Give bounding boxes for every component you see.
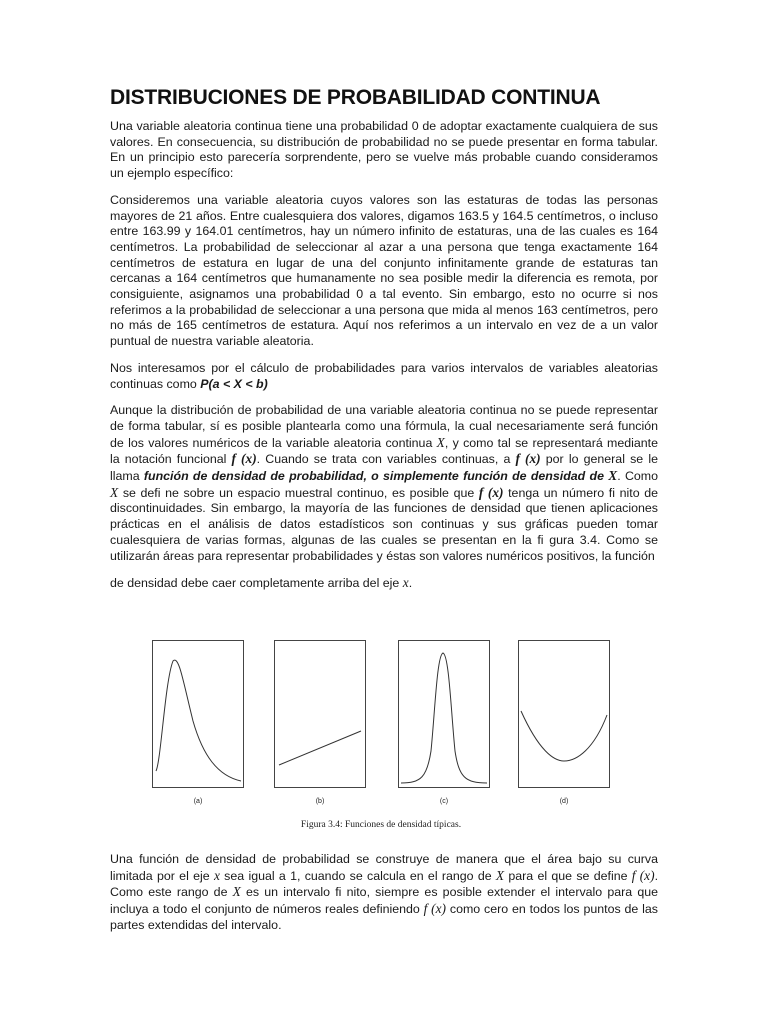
paragraph-area-equals-one: [110, 852, 658, 934]
document-body-continued: [110, 852, 658, 945]
text-run: tenga un número fi nito de discontinuidades. Sin embargo, la mayoría de las funciones de densidad que tienen aplicaciones prácticas en el análisis de datos estadísticos son continuas y sus gráficas pueden tomar cualesquiera de varias formas, algunas de las cuales se presentan en la fi gura 3.4. Como se utilizarán áreas para representar probabilidades y éstas son valores numéricos positivos, la función: [110, 485, 659, 563]
text-run: por lo general se le llama: [110, 452, 658, 484]
figure-caption: Figura 3.4: Funciones de densidad típicas.: [300, 820, 462, 830]
emphasis-term: función de densidad de probabilidad, o simplemente función de densidad de: [143, 469, 609, 484]
math-function: f (x): [515, 451, 541, 467]
math-variable: x: [213, 867, 220, 883]
math-variable: X: [495, 867, 505, 883]
paragraph-intro: Una variable aleatoria continua tiene una probabilidad 0 de adoptar exactamente cualquiera de sus valores. En consecuencia, su distribución de probabilidad no se puede presentar en forma tabular. En un principio esto parecería sorprendente, pero se vuelve más probable cuando consideramos un ejemplo específico:: [110, 119, 658, 181]
math-function: f (x): [478, 484, 504, 500]
text-run: Aunque la distribución de probabilidad de una variable aleatoria continua no se puede representar de forma tabular, sí es posible plantearla como una fórmula, la cual necesariamente será función de los valores numéricos de la variable aleatoria continua: [110, 403, 658, 450]
paragraph-intervals: [110, 361, 658, 392]
density-curve-d: [521, 711, 607, 761]
math-function: f (x): [231, 451, 257, 467]
paragraph-height-example: Consideremos una variable aleatoria cuyos valores son las estaturas de todas las personas mayores de 21 años. Entre cualesquiera dos valores, digamos 163.5 y 164.5 centímetros, o incluso entre 163.99 y 164.01 centímetros, hay un número infinito de estaturas, una de las cuales es 164 centímetros. La probabilidad de seleccionar al azar a una persona que tenga exactamente 164 centímetros de estatura en lugar de una del conjunto infinitamente grande de estaturas tan cercanas a 164 centímetros que humanamente no sea posible medir la diferencia es remota, por consiguiente, asignamos una probabilidad 0 a tal evento. Sin embargo, esto no ocurre si nos referimos a la probabilidad de seleccionar a una persona que mida al menos 163 centímetros, pero no más de 165 centímetros de estatura. Aquí nos referimos a un intervalo en vez de a un valor puntual de nuestra variable aleatoria.: [110, 192, 658, 349]
text-run: para el que se define: [504, 868, 632, 883]
page-title: DISTRIBUCIONES DE PROBABILIDAD CONTINUA: [110, 86, 601, 109]
figure-panel-a: [152, 640, 244, 788]
figure-density-functions: [146, 638, 616, 838]
math-variable: X: [608, 468, 618, 484]
figure-label-d: (d): [559, 798, 569, 805]
density-curve-c: [401, 653, 487, 783]
figure-panel-b: [274, 640, 366, 788]
text-run: sea igual a 1, cuando se calcula en el rango de: [219, 868, 496, 883]
paragraph-above-axis: [110, 575, 658, 592]
density-curve-b: [279, 731, 361, 765]
figure-panel-c: [398, 640, 490, 788]
figure-label-c: (c): [439, 798, 449, 805]
text-run: .: [408, 576, 413, 591]
math-variable: X: [232, 884, 241, 900]
density-curve-a: [156, 660, 241, 781]
text-run: . Como este rango de: [110, 868, 659, 900]
math-variable: x: [402, 575, 409, 591]
text-run: . Cuando se trata con variables continuas, a: [256, 452, 516, 467]
text-run: de densidad debe caer completamente arriba del eje: [110, 576, 403, 591]
paragraph-density-function: [110, 403, 658, 564]
text-run: como cero en todos los puntos de las partes extendidas del intervalo.: [110, 902, 658, 932]
math-function: f (x): [631, 867, 655, 883]
math-function: f (x): [423, 901, 447, 917]
math-variable: X: [110, 484, 119, 500]
text-run: se defi ne sobre un espacio muestral continuo, es posible que: [118, 485, 479, 500]
text-run: . Como: [617, 469, 659, 484]
figure-panel-d: [518, 640, 610, 788]
text-run: es un intervalo fi nito, siempre es posible extender el intervalo para que incluya a todo el conjunto de números reales definiendo: [110, 885, 658, 917]
interval-formula: P(a < X < b): [200, 376, 268, 391]
paragraph-intervals-text: Nos interesamos por el cálculo de probabilidades para varios intervalos de variables aleatorias continuas como: [110, 360, 658, 391]
figure-label-a: (a): [193, 798, 203, 805]
text-run: Una función de densidad de probabilidad se construye de manera que el área bajo su curva limitada por el eje: [110, 852, 658, 883]
document-body: [110, 86, 658, 603]
figure-label-b: (b): [315, 798, 325, 805]
text-run: , y como tal se representará mediante la notación funcional: [110, 435, 658, 467]
math-variable: X: [436, 434, 445, 450]
